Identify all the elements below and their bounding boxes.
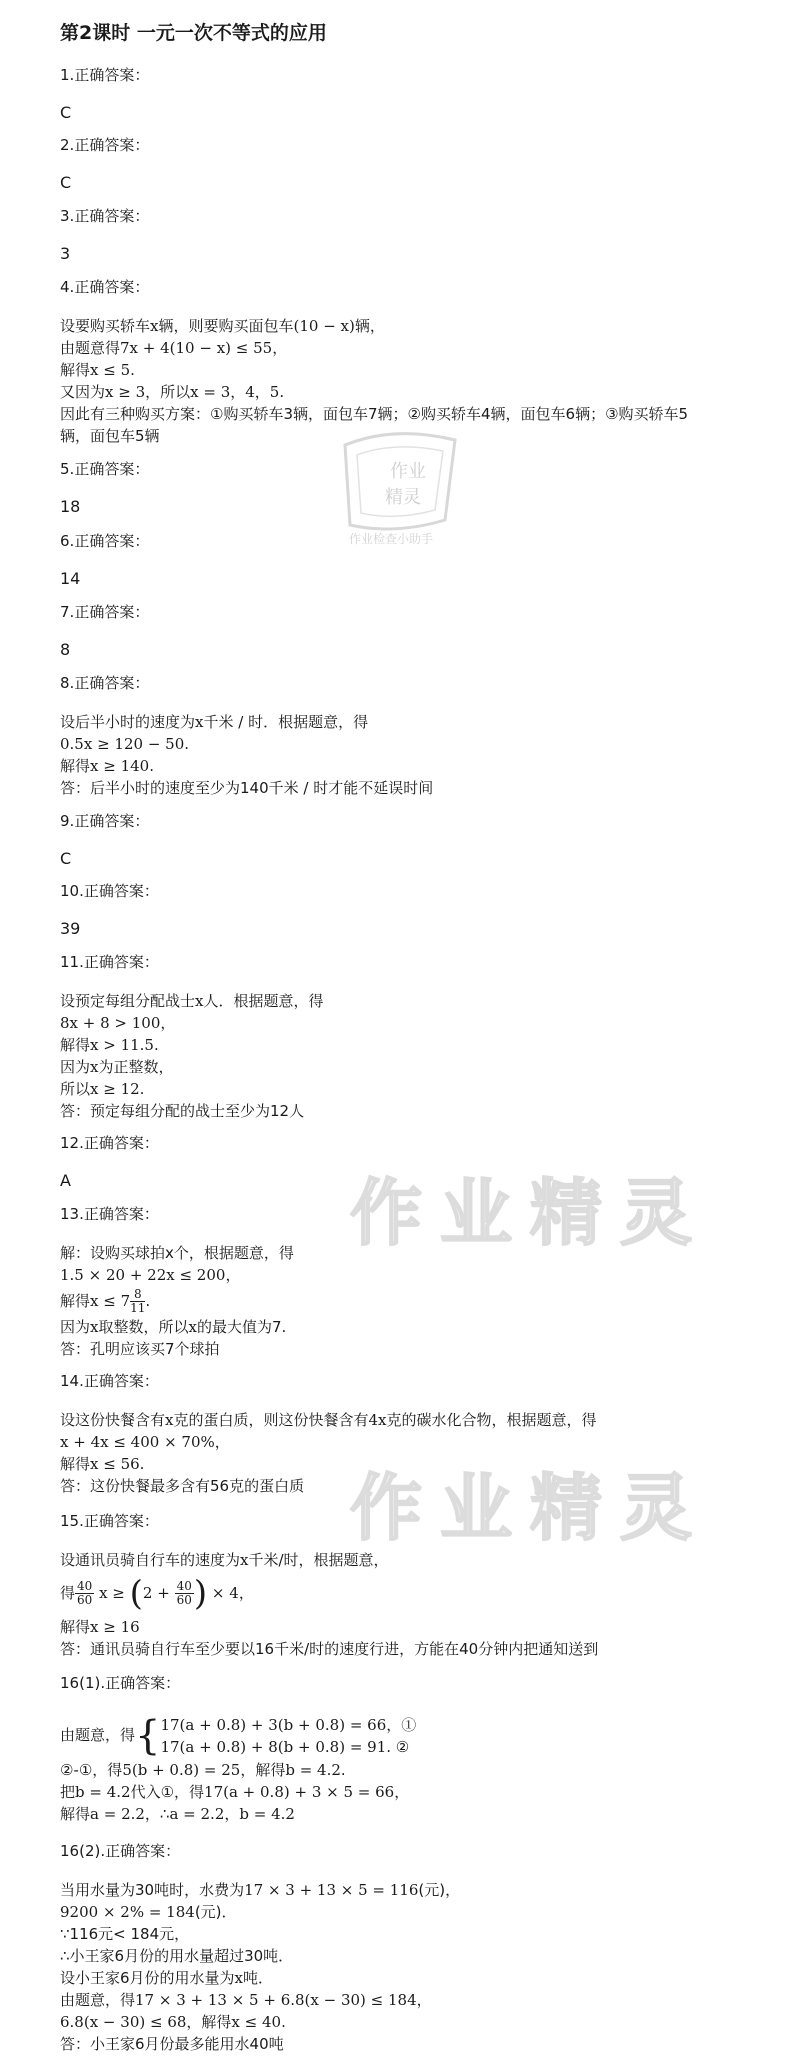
question-6	[60, 530, 149, 588]
answer-value: C	[60, 103, 72, 122]
svg-text:精灵: 精灵	[385, 487, 421, 508]
answer-value: 3	[60, 244, 71, 263]
question-7	[60, 601, 149, 659]
question-1	[60, 64, 149, 122]
question-13	[60, 1203, 294, 1360]
solution-text: 解：设购买球拍x个，根据题意，得 1.5 × 20 + 22x ≤ 200， 解得x ≤ 7 $\frac{8}{11}$ . 因为x取整数，所以x的最大值为7. 答：孔明应该买7个球拍	[60, 1244, 294, 1358]
answer-value: C	[60, 173, 72, 192]
answer-heading: 8.正确答案：	[60, 674, 150, 692]
answer-value: A	[60, 1171, 71, 1190]
answer-heading: 9.正确答案：	[60, 812, 150, 830]
question-16-part-1	[60, 1672, 416, 1825]
answer-heading: 12.正确答案：	[60, 1134, 159, 1152]
solution-text: 设通讯员骑自行车的速度为x千米/时，根据题意， 得 $\frac{40}{60}$ x ≥ (2 + $\frac{40}{60}$ ) × 4， 解得x ≥ 16 答：通讯员骑自行车至少要以16千米/时的速度行进，方能在40分钟内把通知送到	[60, 1551, 599, 1658]
answer-heading: 14.正确答案：	[60, 1372, 159, 1390]
answer-heading: 2.正确答案：	[60, 136, 150, 154]
answer-heading: 6.正确答案：	[60, 532, 150, 550]
solution-text: 由题意，得{ 17(a + 0.8) + 3(b + 0.8) = 66，① 17(a + 0.8) + 8(b + 0.8) = 91. ② ②-①，得5(b + 0.8) = 25，解得b = 4.2. 把b = 4.2代入①，得17(a + 0.8) + 3 × 5 = 66， 解得a = 2.2，∴a = 2.2，b = 4.2	[60, 1712, 417, 1823]
answer-heading: 10.正确答案：	[60, 882, 159, 900]
answer-heading: 4.正确答案：	[60, 278, 150, 296]
equation-system: 17(a + 0.8) + 3(b + 0.8) = 66，① 17(a + 0.8) + 8(b + 0.8) = 91. ②	[160, 1715, 417, 1756]
svg-text:作业检查小助手: 作业检查小助手	[349, 532, 434, 545]
answer-heading: 5.正确答案：	[60, 460, 150, 478]
answer-value: C	[60, 849, 72, 868]
watermark-text-2: 作业精灵	[350, 1466, 711, 1550]
answer-heading: 16(1).正确答案：	[60, 1674, 181, 1692]
answer-value: 39	[60, 919, 81, 938]
answer-value: 8	[60, 640, 71, 659]
question-9	[60, 810, 149, 868]
solution-text: 当用水量为30吨时，水费为17 × 3 + 13 × 5 = 116(元)， 9200 × 2% = 184(元)． ∵116元< 184元， ∴小王家6月份的用水量超过30吨． 设小王家6月份的用水量为x吨． 由题意，得17 × 3 + 13 × 5 + 6.8(x − 30) ≤ 184， 6.8(x − 30) ≤ 68，解得x ≤ 40. 答：小王家6月份最多能用水40吨	[60, 1881, 461, 2053]
solution-text: 设预定每组分配战士x人．根据题意，得 8x + 8 > 100， 解得x > 11.5. 因为x为正整数， 所以x ≥ 12. 答：预定每组分配的战士至少为12人	[60, 992, 324, 1120]
answer-value: 14	[60, 569, 81, 588]
svg-text:作业: 作业	[390, 461, 426, 482]
question-10	[60, 880, 159, 938]
question-16-part-2	[60, 1840, 460, 2055]
page-title: 第2课时 一元一次不等式的应用	[60, 22, 327, 44]
answer-heading: 11.正确答案：	[60, 953, 159, 971]
fraction: $\frac{8}{11}$	[130, 1287, 146, 1315]
question-8	[60, 672, 433, 799]
answer-heading: 1.正确答案：	[60, 66, 150, 84]
solution-text: 设这份快餐含有x克的蛋白质，则这份快餐含有4x克的碳水化合物，根据题意，得 x + 4x ≤ 400 × 70%， 解得x ≤ 56. 答：这份快餐最多含有56克的蛋白质	[60, 1411, 597, 1495]
answer-heading: 16(2).正确答案：	[60, 1842, 181, 1860]
watermark-text-1: 作业精灵	[350, 1171, 711, 1255]
question-3	[60, 205, 149, 263]
answer-heading: 15.正确答案：	[60, 1512, 159, 1530]
question-2	[60, 134, 149, 192]
answer-heading: 3.正确答案：	[60, 207, 150, 225]
fraction: $\frac{40}{60}$	[176, 1579, 192, 1607]
solution-text: 设要购买轿车x辆，则要购买面包车(10 − x)辆， 由题意得7x + 4(10 − x) ≤ 55， 解得x ≤ 5. 又因为x ≥ 3，所以x = 3，4，5. 因此有三种购买方案：①购买轿车3辆，面包车7辆；②购买轿车4辆，面包车6辆；③购买轿车5 辆，面包车5辆	[60, 317, 689, 445]
question-12	[60, 1132, 159, 1190]
fraction: $\frac{40}{60}$	[77, 1579, 93, 1607]
answer-heading: 7.正确答案：	[60, 603, 150, 621]
question-11	[60, 951, 324, 1122]
solution-text: 设后半小时的速度为x千米 / 时．根据题意，得 0.5x ≥ 120 − 50. 解得x ≥ 140. 答：后半小时的速度至少为140千米 / 时才能不延误时间	[60, 713, 434, 797]
answer-heading: 13.正确答案：	[60, 1205, 159, 1223]
question-14	[60, 1370, 597, 1497]
question-4	[60, 276, 688, 447]
question-15	[60, 1510, 598, 1660]
question-5	[60, 458, 149, 516]
answer-value: 18	[60, 497, 81, 516]
